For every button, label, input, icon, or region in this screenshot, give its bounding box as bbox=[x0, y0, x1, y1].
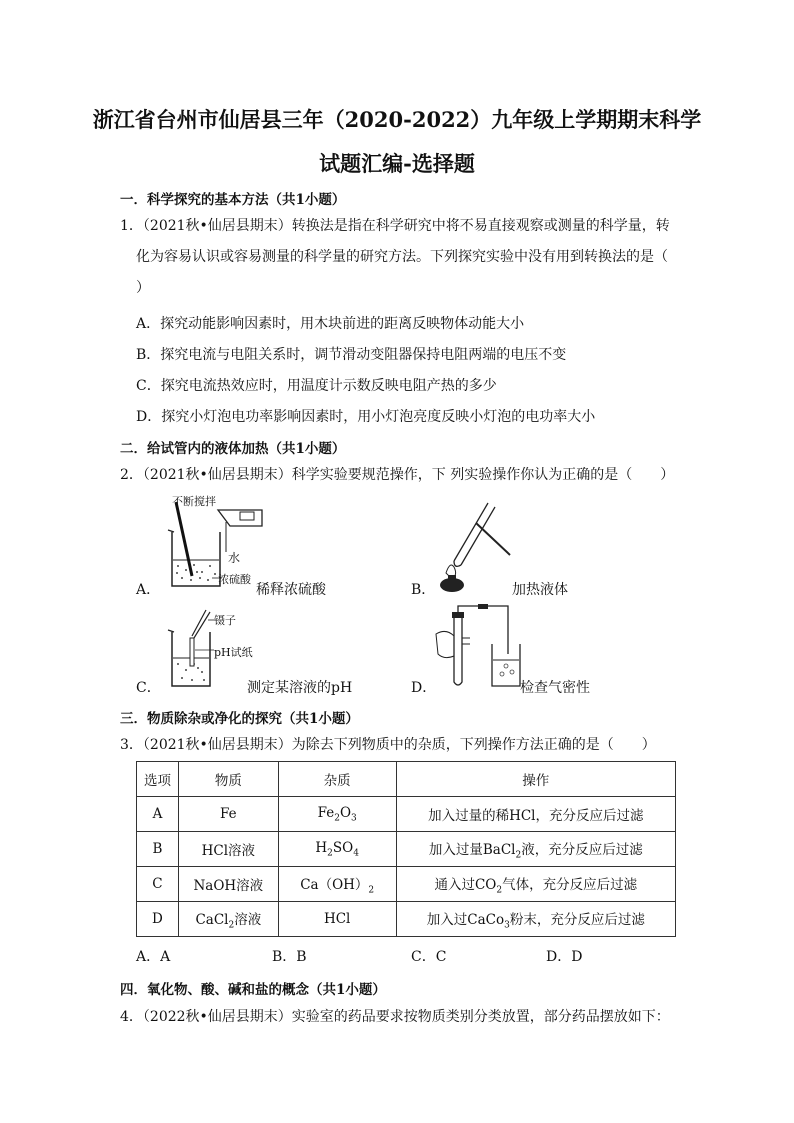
doc-title-line1: 浙江省台州市仙居县三年（2020-2022）九年级上学期期末科学 bbox=[92, 107, 702, 132]
q3-table bbox=[136, 761, 676, 937]
cell-operation: 通入过$CO_2$气体，充分反应后过滤 bbox=[396, 867, 675, 902]
q1-option-c: C．探究电流热效应时，用温度计示数反映电阻产热的多少 bbox=[136, 378, 497, 394]
section-heading-2: 二．给试管内的液体加热（共1小题） bbox=[120, 441, 346, 457]
q3-answer-b: B．B bbox=[272, 949, 307, 965]
q2-fig-c-label-tweezer: 镊子 bbox=[214, 614, 236, 627]
th-operation: 操作 bbox=[396, 762, 675, 797]
q2-fig-c-caption: 测定某溶液的pH bbox=[247, 680, 353, 696]
table-header-row bbox=[137, 762, 676, 797]
table-row bbox=[137, 832, 676, 867]
cell-operation: 加入过CaCo$_3$粉末，充分反应后过滤 bbox=[396, 902, 675, 937]
table-row bbox=[137, 867, 676, 902]
cell-substance: Fe bbox=[178, 797, 278, 832]
q3-answer-d: D．D bbox=[546, 949, 583, 965]
section-heading-1: 一．科学探究的基本方法（共1小题） bbox=[120, 192, 346, 208]
section-heading-4: 四．氧化物、酸、碱和盐的概念（共1小题） bbox=[120, 982, 386, 998]
cell-operation: 加入过量的稀HCl，充分反应后过滤 bbox=[396, 797, 675, 832]
q2-fig-c-label-paper: pH试纸 bbox=[214, 646, 253, 659]
table-row bbox=[137, 902, 676, 937]
q1-option-a: A．探究动能影响因素时，用木块前进的距离反映物体动能大小 bbox=[136, 316, 525, 332]
q1-stem-line2: 化为容易认识或容易测量的科学量的研究方法。下列探究实验中没有用到转换法的是（ bbox=[136, 249, 668, 265]
q2-fig-b-letter: B． bbox=[411, 582, 436, 598]
q3-answer-c: C．C bbox=[411, 949, 447, 965]
doc-title-line2: 试题汇编-选择题 bbox=[319, 151, 475, 176]
q1-option-d: D．探究小灯泡电功率影响因素时，用小灯泡亮度反映小灯泡的电功率大小 bbox=[136, 409, 596, 425]
table-row bbox=[137, 797, 676, 832]
cell-option: B bbox=[137, 832, 179, 867]
q2-fig-c-letter: C． bbox=[136, 680, 161, 696]
fig-d-airtightness-illustration bbox=[432, 604, 522, 690]
q3-stem: 3．（2021秋•仙居县期末）为除去下列物质中的杂质，下列操作方法正确的是（ ） bbox=[120, 737, 656, 753]
cell-impurity: HCl bbox=[278, 902, 396, 937]
cell-impurity: $H_2SO_4$ bbox=[278, 832, 396, 867]
q2-fig-a-label-water: 水 bbox=[228, 551, 241, 565]
cell-substance: HCl溶液 bbox=[178, 832, 278, 867]
fig-b-heating-illustration bbox=[430, 495, 520, 595]
q1-option-b: B．探究电流与电阻关系时，调节滑动变阻器保持电阻两端的电压不变 bbox=[136, 347, 567, 363]
q2-fig-b-caption: 加热液体 bbox=[512, 582, 568, 598]
q2-fig-d-caption: 检查气密性 bbox=[520, 680, 590, 696]
q4-stem: 4．（2022秋•仙居县期末）实验室的药品要求按物质类别分类放置，部分药品摆放如下： bbox=[120, 1009, 670, 1025]
q2-fig-a-letter: A． bbox=[136, 582, 161, 598]
q2-stem: 2．（2021秋•仙居县期末）科学实验要规范操作，下 列实验操作你认为正确的是（ ） bbox=[120, 467, 675, 483]
cell-substance: CaCl$_2$溶液 bbox=[178, 902, 278, 937]
q1-stem-line3: ） bbox=[136, 280, 150, 296]
cell-option: D bbox=[137, 902, 179, 937]
cell-option: C bbox=[137, 867, 179, 902]
q2-fig-a-label-stir: 不断搅拌 bbox=[172, 495, 216, 508]
th-substance: 物质 bbox=[178, 762, 278, 797]
q3-answer-a: A．A bbox=[136, 949, 171, 965]
q1-stem-line1: 1．（2021秋•仙居县期末）转换法是指在科学研究中将不易直接观察或测量的科学量，转 bbox=[120, 218, 670, 234]
th-impurity: 杂质 bbox=[278, 762, 396, 797]
q2-fig-a-caption: 稀释浓硫酸 bbox=[256, 582, 326, 598]
cell-substance: NaOH溶液 bbox=[178, 867, 278, 902]
cell-operation: 加入过量BaCl$_2$液，充分反应后过滤 bbox=[396, 832, 675, 867]
q2-fig-a-label-acid: 浓硫酸 bbox=[218, 573, 251, 586]
q2-fig-d-letter: D． bbox=[411, 680, 437, 696]
cell-impurity: $Fe_2O_3$ bbox=[278, 797, 396, 832]
cell-option: A bbox=[137, 797, 179, 832]
section-heading-3: 三．物质除杂或净化的探究（共1小题） bbox=[120, 711, 359, 727]
th-option: 选项 bbox=[137, 762, 179, 797]
cell-impurity: $Ca(OH)_2$ bbox=[278, 867, 396, 902]
